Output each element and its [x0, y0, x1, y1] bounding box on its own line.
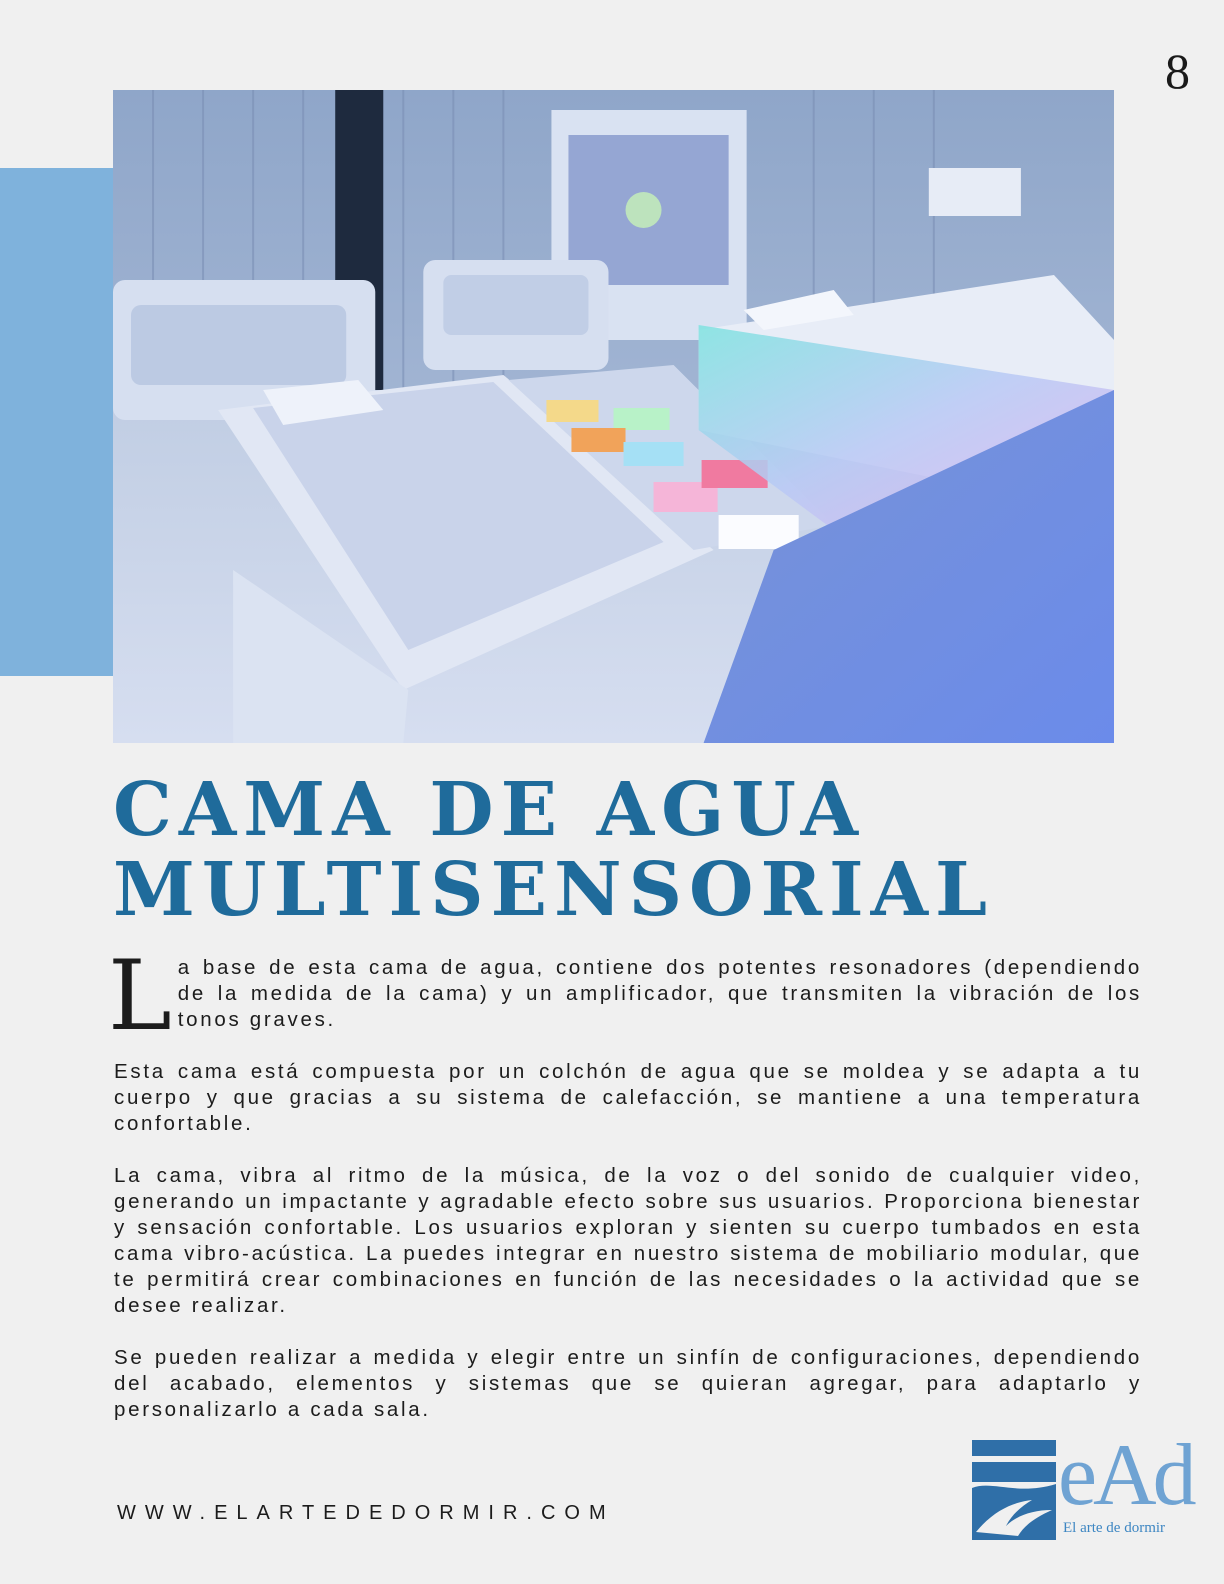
- room-photo-illustration: [113, 90, 1114, 743]
- logo-tagline: El arte de dormir: [1063, 1520, 1166, 1536]
- paragraph-4: Se pueden realizar a medida y elegir entre un sinfín de configuraciones, dependiendo del acabado, elementos y sistemas que se quieran agregar, para adaptarlo y personalizarlo a cada sala.: [114, 1346, 1142, 1421]
- multisensory-room-photo: [113, 90, 1114, 743]
- wave-logo-icon: [972, 1440, 1056, 1540]
- drop-cap: L: [108, 940, 172, 1052]
- body-text: [108, 940, 1142, 1449]
- paragraph-2: Esta cama está compuesta por un colchón de agua que se moldea y se adapta a tu cuerpo y que gracias a su sistema de calefacción, se mantiene a una temperatura confortable.: [114, 1060, 1142, 1135]
- paragraph-3: La cama, vibra al ritmo de la música, de la voz o del sonido de cualquier video, generando un impactante y agradable efecto sobre sus usuarios. Proporciona bienestar y sensación confortable. Los usuarios exploran y sienten su cuerpo tumbados en esta cama vibro-acústica. La puedes integrar en nuestro sistema de mobiliario modular, que te permitirá crear combinaciones en función de las necesidades o la actividad que se desee realizar.: [114, 1164, 1142, 1317]
- paragraph-1: [108, 940, 1142, 1052]
- page-title: [113, 767, 995, 933]
- title-line-2: MULTISENSORIAL: [113, 847, 995, 933]
- logo-wordmark: eAd: [1058, 1427, 1193, 1524]
- paragraph-1-text: a base de esta cama de agua, contiene dos potentes resonadores (dependiendo de la medida de la cama) y un amplificador, que transmiten la vibración de los tonos graves.: [177, 956, 1142, 1031]
- title-line-1: CAMA DE AGUA: [113, 767, 866, 853]
- website-link[interactable]: WWW.ELARTEDEDORMIR.COM: [117, 1502, 615, 1524]
- decorative-side-bar: [0, 168, 114, 676]
- page-number: 8: [1165, 43, 1190, 99]
- brand-logo: [972, 1427, 1193, 1540]
